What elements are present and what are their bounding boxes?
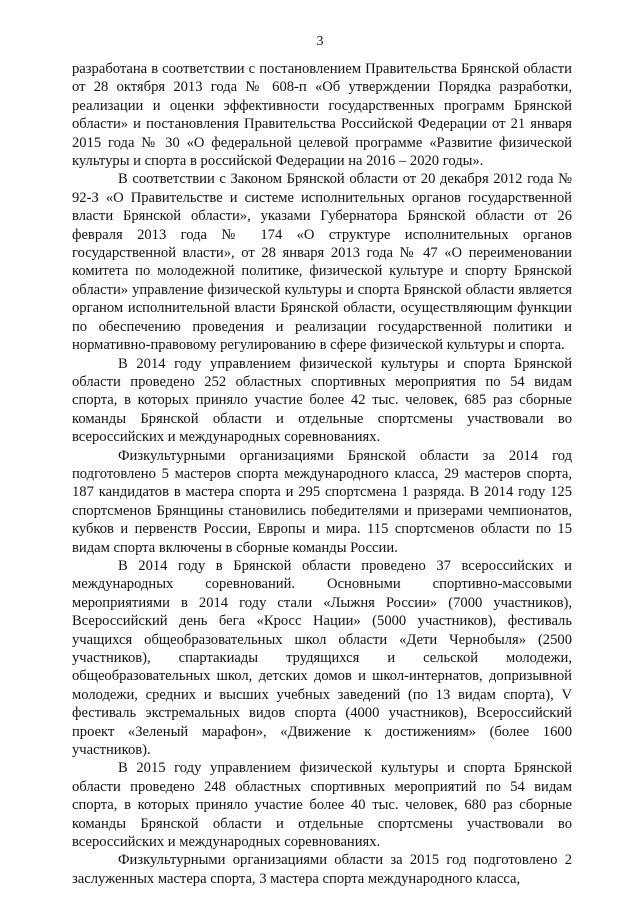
paragraph-5: В 2014 году в Брянской области проведено 37 всероссийских и международных соревнований. Основными спортивно-массовыми мероприятиями в 2014 году стали «Лыжня России» (7000 участников), Всероссийский день бега «Кросс Нации» (5000 участников), фестиваль учащихся общеобразовательных школ области «Дети Чернобыля» (2500 участников), спартакиады трудящихся и сельской молодежи, общеобразовательных школ, детских домов и школ-интернатов, допризывной молодежи, средних и высших учебных заведений (по 13 видам спорта), V фестиваль экстремальных видов спорта (4000 участников), Всероссийский проект «Зеленый марафон», «Движение к достижениям» (более 1600 участников).: [72, 557, 572, 759]
paragraph-3: В 2014 году управлением физической культуры и спорта Брянской области проведено 252 областных спортивных мероприятия по 54 видам спорта, в которых приняло участие более 42 тыс. человек, 685 раз сборные команды Брянской области и отдельные спортсмены участвовали во всероссийских и международных соревнованиях.: [72, 355, 572, 446]
paragraph-1: разработана в соответствии с постановлением Правительства Брянской области от 28 октября 2013 года № 608-п «Об утверждении Порядка разработки, реализации и оценки эффективности государственных программ Брянской области» и постановления Правительства Российской Федерации от 21 января 2015 года № 30 «О федеральной целевой программе «Развитие физической культуры и спорта в российской Федерации на 2016 – 2020 годы».: [72, 61, 572, 170]
page-number: 3: [316, 34, 324, 49]
paragraph-4: Физкультурными организациями Брянской области за 2014 год подготовлено 5 мастеров спорта международного класса, 29 мастеров спорта, 187 кандидатов в мастера спорта и 295 спортсмена 1 разряда. В 2014 году 125 спортсменов Брянщины становились победителями и призерами чемпионатов, кубков и первенств России, Европы и мира. 115 спортсменов области по 15 видам спорта включены в сборные команды России.: [72, 447, 572, 556]
paragraph-2: В соответствии с Законом Брянской области от 20 декабря 2012 года № 92-З «О Правительстве и системе исполнительных органов государственной власти Брянской области», указами Губернатора Брянской области от 26 февраля 2013 года № 174 «О структуре исполнительных органов государственной власти», от 28 января 2013 года № 47 «О переименовании комитета по молодежной политике, физической культуре и спорту Брянской области» управление физической культуры и спорта Брянской области является органом исполнительной власти Брянской области, осуществляющим функции по обеспечению проведения и реализации государственной политики и нормативно-правовому регулированию в сфере физической культуры и спорта.: [72, 171, 572, 354]
document-body: [72, 60, 572, 888]
paragraph-7: Физкультурными организациями области за 2015 год подготовлено 2 заслуженных мастера спорта, 3 мастера спорта международного класса,: [72, 852, 572, 887]
paragraph-6: В 2015 году управлением физической культуры и спорта Брянской области проведено 248 областных спортивных мероприятий по 54 видам спорта, в которых приняло участие более 40 тыс. человек, 680 раз сборные команды Брянской области и отдельные спортсмены участвовали во всероссийских и международных соревнованиях.: [72, 760, 572, 851]
